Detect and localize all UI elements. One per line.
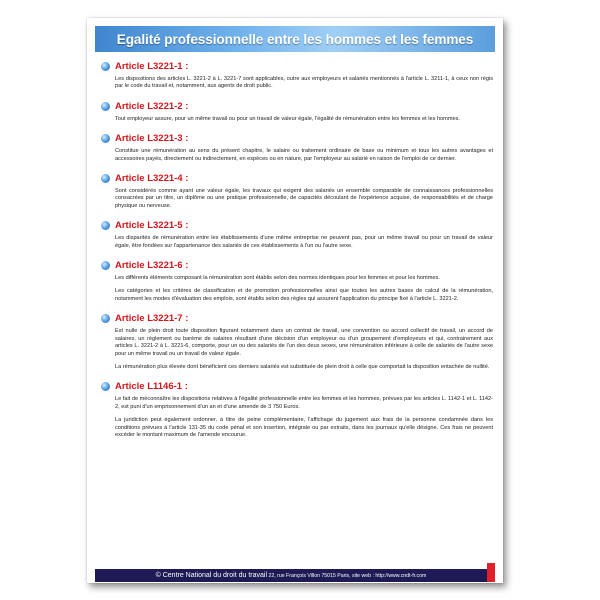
bullet-icon — [101, 261, 110, 270]
footer-bar — [95, 569, 487, 582]
footer-copyright: © Centre National du droit du travail — [155, 572, 268, 579]
article-title: Article L1146-1 : — [115, 381, 188, 393]
bullet-icon — [101, 314, 110, 323]
article-l3221-2 — [101, 100, 493, 123]
article-paragraph: Les différents éléments composant la rémunération sont établis selon des normes identiques pour les femmes et pour les hommes. — [115, 275, 440, 282]
bullet-icon — [101, 221, 110, 230]
article-title: Article L3221-3 : — [115, 133, 189, 145]
article-title: Article L3221-7 : — [115, 313, 189, 325]
article-paragraph: La rémunération plus élevée dont bénéficient ces derniers salariés est substituée de plein droit à celle que comportait la disposition entachée de nullité. — [115, 363, 490, 370]
article-title: Article L3221-5 : — [115, 220, 189, 232]
article-l3221-6 — [101, 259, 493, 303]
article-l3221-7 — [101, 312, 493, 371]
article-paragraph: Sont considérés comme ayant une valeur égale, les travaux qui exigent des salariés un ensemble comparable de connaissances professionnelles consacrées par un titre, un diplôme ou une pratique professionnelle, de capacités découlant de l'expérience acquise, de responsabilités et de charge physique ou nerveuse. — [115, 188, 493, 209]
article-l3221-4 — [101, 172, 493, 210]
article-l1146-1 — [101, 380, 493, 439]
article-title: Article L3221-1 : — [115, 61, 189, 72]
footer-accent-block — [487, 563, 495, 582]
footer-text — [156, 572, 427, 579]
article-l3221-3 — [101, 132, 493, 163]
bullet-icon — [101, 174, 110, 183]
article-l3221-1 — [101, 60, 493, 91]
article-title: Article L3221-2 : — [115, 100, 189, 112]
bullet-icon — [101, 134, 110, 143]
footer-details: 22, rue François Villon 75015 Paris, site web : http://www.cndt-fr.com — [267, 573, 427, 579]
bullet-icon — [101, 102, 110, 111]
articles-list — [101, 60, 493, 448]
article-paragraph: Le fait de méconnaître les dispositions relatives à l'égalité professionnelle entre les femmes et les hommes, prévues par les articles L. 1142-1 et L. 1142-2, est puni d'un emprisonnement d'un an et d'une amende de 3 750 Euros. — [115, 396, 493, 410]
article-paragraph: Les dispositions des articles L. 3221-2 à L. 3221-7 sont applicables, outre aux employeurs et salariés mentionnés à l'article L. 3211-1, à ceux non régis par le code du travail et, notamment, aux agents de droit public. — [115, 76, 493, 90]
article-title: Article L3221-4 : — [115, 173, 189, 185]
article-paragraph: Constitue une rémunération au sens du présent chapitre, le salaire ou traitement ordinaire de base ou minimum et tous les autres avantages et accessoires payés, directement ou indirectement, en espèces ou en nature, par l'employeur au salarié en raison de l'emploi de ce dernier. — [115, 148, 493, 162]
page-title: Egalité professionnelle entre les hommes et les femmes — [116, 31, 474, 47]
article-paragraph: Les disparités de rémunération entre les établissements d'une même entreprise ne peuvent pas, pour un même travail ou pour un travail de valeur égale, être fondées sur l'appartenance des salariés de ces établissements à l'un ou l'autre sexe. — [115, 235, 493, 249]
article-paragraph: Est nulle de plein droit toute disposition figurant notamment dans un contrat de travail, une convention ou accord collectif de travail, un accord de salaires, un règlement ou barème de salaires résultant d'une décision d'un employeur ou d'un groupement d'employeurs et qui, contrairement aux articles L. 3221-2 à L. 3221-6, comporte, pour un ou des salariés de l'un des deux sexes, une rémunération inférieure à celle de salariés de l'autre sexe pour un même travail ou un travail de valeur égale. — [115, 328, 493, 357]
poster-sheet — [87, 18, 503, 583]
bullet-icon — [101, 62, 110, 71]
bullet-icon — [101, 382, 110, 391]
article-paragraph: Tout employeur assure, pour un même travail ou pour un travail de valeur égale, l'égalité de rémunération entre les femmes et les hommes. — [115, 115, 460, 122]
header-banner — [95, 26, 495, 52]
article-l3221-5 — [101, 219, 493, 250]
article-paragraph: Les catégories et les critères de classification et de promotion professionnelles ainsi que toutes les autres bases de calcul de la rémunération, notamment les modes d'évaluation des emplois, sont établis selon des règles qui assurent l'application du principe fixé à l'article L. 3221-2. — [115, 288, 493, 302]
article-paragraph: La juridiction peut également ordonner, à titre de peine complémentaire, l'affichage du jugement aux frais de la personne condamnée dans les conditions prévues à l'article 131-35 du code pénal et son insertion, intégrale ou par extraits, dans les journaux qu'elle désigne. Ces frais ne peuvent excéder le montant maximum de l'amende encourue. — [115, 417, 493, 438]
article-title: Article L3221-6 : — [115, 260, 189, 272]
